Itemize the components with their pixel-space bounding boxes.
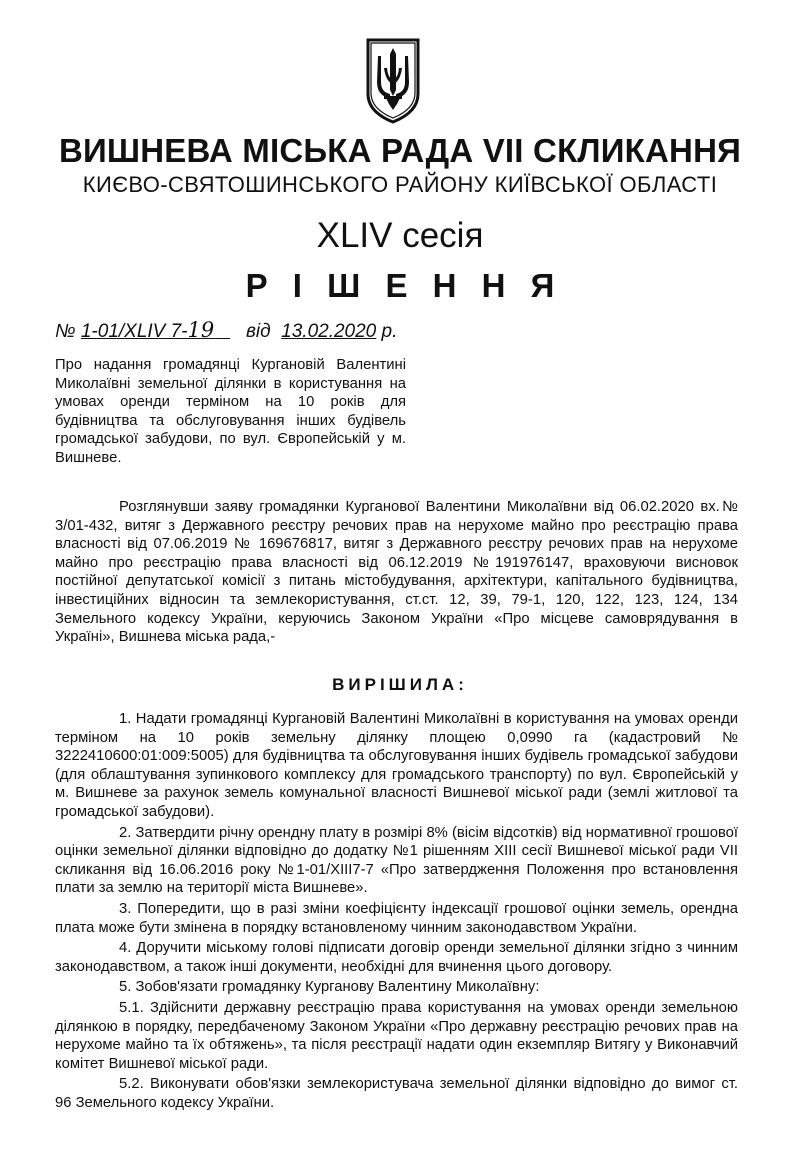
document-title: Р І Ш Е Н Н Я <box>245 267 563 304</box>
decision-number-line <box>55 318 397 344</box>
number-sign: № <box>55 321 76 342</box>
decision-item-5-1: 5.1. Здійснити державну реєстрацію права користування на умовах оренди земельною ділянкою в порядку, передбаченому Законом України «Про державну реєстрацію речових прав на нерухоме майно та їх обтяжень», та після реєстрації надати один екземпляр Витягу у Виконавчий комітет Вишневої міської ради. <box>55 999 738 1072</box>
from-label: від <box>245 321 271 342</box>
year-suffix: р. <box>381 321 398 342</box>
coat-of-arms-icon <box>364 38 422 124</box>
decision-number-printed: 1-01/XLIV 7- <box>80 321 188 342</box>
decision-item-3: 3. Попередити, що в разі зміни коефіцієнту індексації грошової оцінки земель, орендна плата може бути змінена в порядку встановленому чинним законодавством України. <box>55 900 738 936</box>
resolved-heading: ВИРІШИЛА: <box>332 675 468 694</box>
decision-number-handwritten: 19 <box>187 318 215 342</box>
decision-item-1: 1. Надати громадянці Кургановій Валентині Миколаївні в користування на умовах оренди терміном на 10 років земельну ділянку площею 0,0990 га (кадастровий № 3222410600:01:009:5005) для будівництва та обслуговування інших будівель громадської забудови (для облаштування зупинкового комплексу для громадського транспорту) по вул. Європейській у м. Вишневе за рахунок земель комунальної власності Вишневої міської ради (землі житлової та громадської забудови). <box>55 711 738 820</box>
decision-subject: Про надання громадянці Кургановій Валентині Миколаївні земельної ділянки в користування на умовах оренди терміном на 10 років для будівництва та обслуговування інших будівель громадської забудови, по вул. Європейській у м. Вишневе. <box>55 357 406 466</box>
decision-number <box>80 318 230 342</box>
council-name: ВИШНЕВА МІСЬКА РАДА VII СКЛИКАННЯ <box>58 132 742 169</box>
preamble <box>55 498 738 647</box>
decision-item-5: 5. Зобов'язати громадянку Курганову Валентину Миколаївну: <box>119 979 540 996</box>
decision-date: 13.02.2020 <box>281 321 377 342</box>
district-name: КИЄВО-СВЯТОШИНСЬКОГО РАЙОНУ КИЇВСЬКОЇ ОБЛАСТІ <box>82 172 718 197</box>
decision-item-5-2: 5.2. Виконувати обов'язки землекористувача земельної ділянки відповідно до вимог ст. 96 Земельного кодексу України. <box>55 1076 738 1111</box>
decision-item-4: 4. Доручити міському голові підписати договір оренди земельної ділянки згідно з чинним законодавством, а також інші документи, необхідні для вчинення цього договору. <box>55 940 738 975</box>
preamble-text: Розглянувши заяву громадянки Курганової Валентини Миколаївни від 06.02.2020 вх.№ 3/01-432, витяг з Державного реєстру речових прав на нерухоме майно про реєстрацію права власності від 07.06.2019 № 169676817, витяг з Державного реєстру речових прав на нерухоме майно про реєстрацію права власності від 06.12.2019 №191976147, враховуючи висновок постійної депутатської комісії з питань містобудування, архітектури, капітального будівництва, інвестиційних відносин та землекористування, ст.ст. 12, 39, 79-1, 120, 122, 123, 124, 134 Земельного кодексу України, керуючись Законом України «Про місцеве самоврядування в Україні», Вишнева міська рада,- <box>55 499 738 646</box>
session-title: XLIV сесія <box>316 216 484 255</box>
decision-item-2: 2. Затвердити річну орендну плату в розмірі 8% (вісім відсотків) від нормативної грошової оцінки земельної ділянки відповідно до додатку №1 рішенням XIII сесії Вишневої міської ради VII скликання від 16.06.2016 року №1-01/XIII7-7 «Про затвердження Положення про встановлення плати за землю на території міста Вишневе». <box>55 824 738 897</box>
decision-items <box>55 710 738 1112</box>
